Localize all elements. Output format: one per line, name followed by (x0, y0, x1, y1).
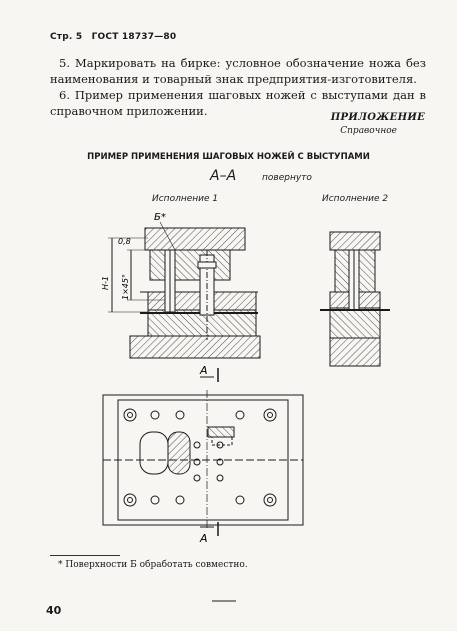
cut-mark-top-label: А (200, 364, 208, 377)
page-label: Стр. 5 (50, 32, 83, 42)
dim-3-label: 1×45° (121, 274, 130, 300)
appendix-title: ПРИЛОЖЕНИЕ (330, 112, 425, 123)
plan-view (103, 390, 303, 530)
paragraph-6: 6. Пример применения шаговых ножей с выступами дан в справочном приложении. (50, 88, 426, 118)
dim-2-label: H-1 (101, 276, 110, 290)
section-label: А–А (210, 168, 237, 184)
paragraph-5: 5. Маркировать на бирке: условное обозначение ножа без наименования и товарный знак предприятия-изготовителя. (50, 56, 426, 86)
appendix-subtitle: Справочное (340, 126, 397, 136)
cut-mark-bottom-label: А (200, 532, 208, 545)
dim-1-label: 0,8 (118, 237, 131, 246)
standard-number: ГОСТ 18737—80 (91, 32, 177, 42)
section-note: повернуто (262, 173, 312, 183)
variant-2-label: Исполнение 2 (322, 194, 389, 204)
variant-1-section (108, 222, 260, 358)
variant-2-section (320, 232, 390, 366)
page-number: 40 (46, 604, 62, 617)
footnote-rule (50, 555, 120, 556)
surface-mark: Б* (154, 212, 166, 223)
figure-title: ПРИМЕР ПРИМЕНЕНИЯ ШАГОВЫХ НОЖЕЙ С ВЫСТУПАМИ (87, 152, 370, 162)
footnote: * Поверхности Б обработать совместно. (58, 560, 248, 570)
variant-1-label: Исполнение 1 (152, 194, 219, 204)
